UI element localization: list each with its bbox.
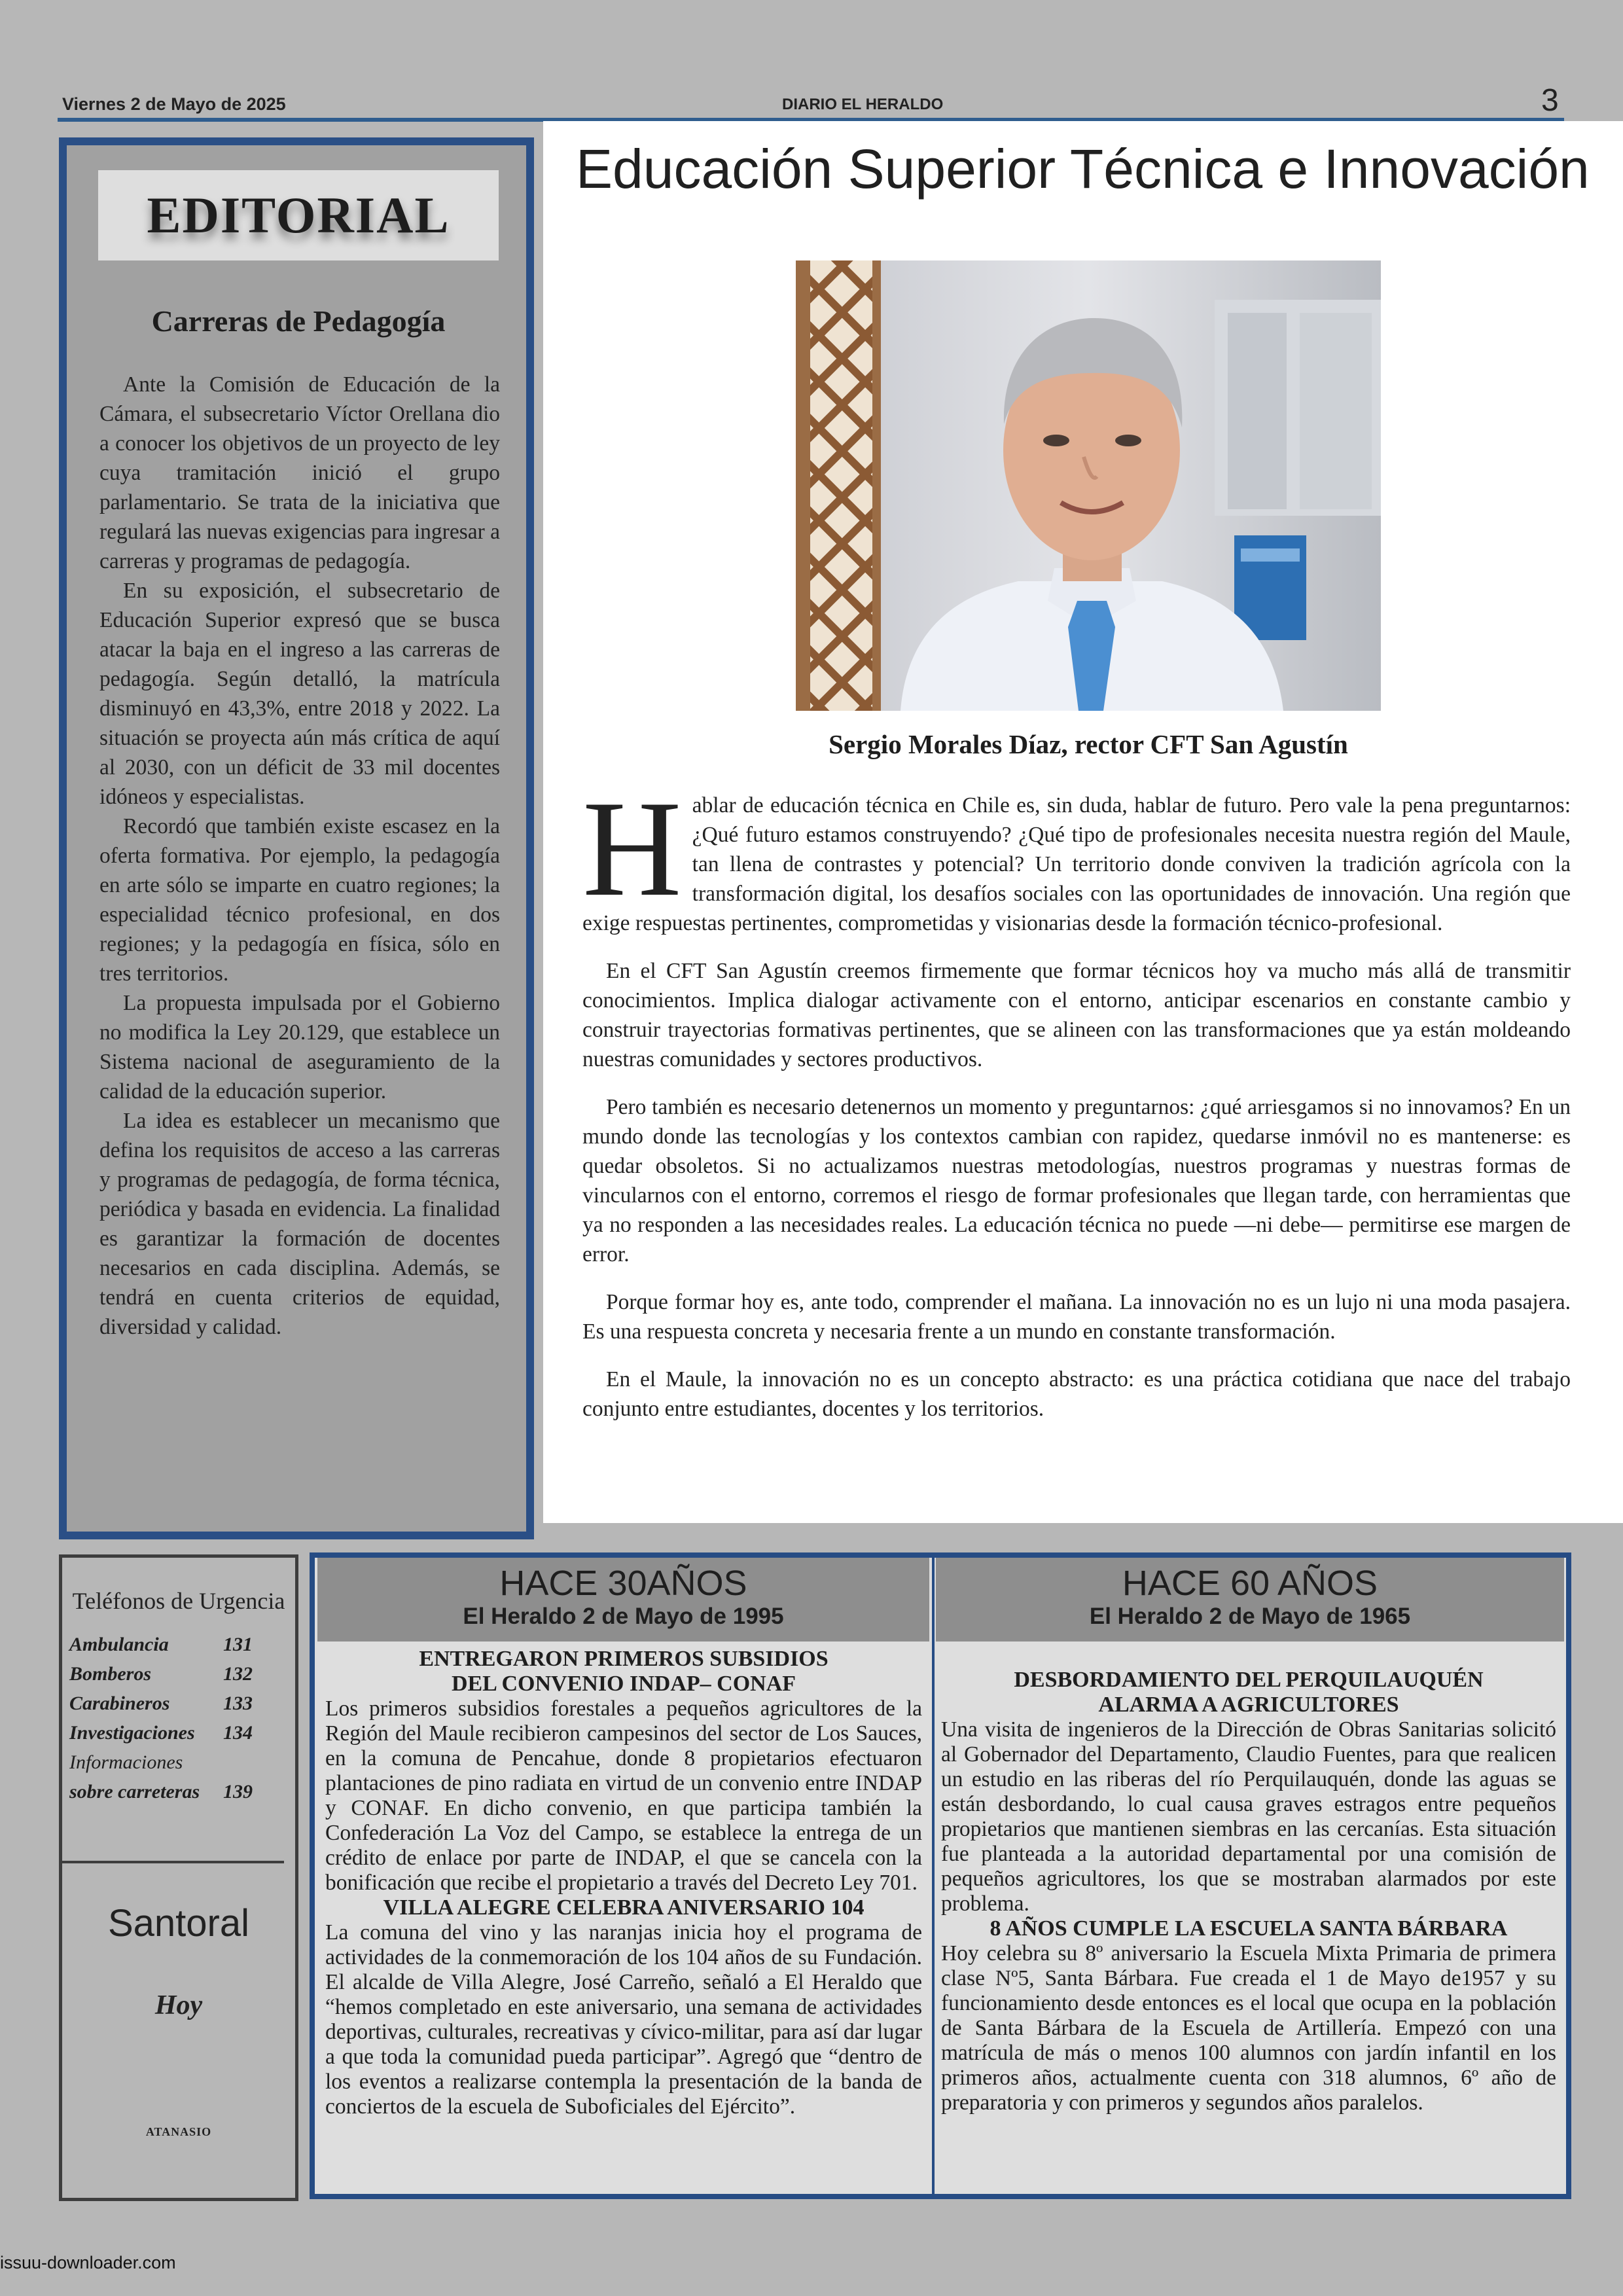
emergency-number: 132 xyxy=(223,1663,253,1685)
article-paragraph-text: ablar de educación técnica en Chile es, sin duda, hablar de futuro. Pero vale la pena preguntarnos: ¿Qué futuro estamos construyendo? ¿Qué tipo de profesionales necesita nuestra región del Maule, tan llena de contrastes y potencial? Un territorio donde conviven la tradición agrícola con la transformación digital, los desafíos sociales con las oportunidades de innovación. Una región que exige respuestas pertinentes, comprometidas y visionarias desde la formación técnico-profesional. xyxy=(582,793,1571,935)
santoral-title: Santoral xyxy=(107,1902,250,1945)
editorial-paragraph: La idea es establecer un mecanismo que defina los requisitos de acceso a las carreras y programas de pedagogía, de forma técnica, periódica y basada en evidencia. La finalidad es garantizar la formación de docentes necesarios en cada disciplina. Además, se tendrá en cuenta criterios de equidad, diversidad y calidad. xyxy=(99,1109,500,1339)
editorial-paragraph: Recordó que también existe escasez en la oferta formativa. Por ejemplo, la pedagogía en arte sólo se imparte en cuatro regiones; la especialidad técnico profesional, en dos regiones; y la pedagogía en física, sólo en tres territorios. xyxy=(99,814,500,986)
article-body xyxy=(582,773,1571,1442)
editorial-body xyxy=(99,370,500,1342)
emergency-item xyxy=(69,1689,279,1718)
emergency-name: sobre carreteras xyxy=(69,1781,200,1803)
editorial-paragraph: Ante la Comisión de Educación de la Cámara, el subsecretario Víctor Orellana dio a conocer los objetivos de un proyecto de ley cuya tramitación inició el grupo parlamentario. Se trata de la iniciativa que regulará las nuevas exigencias para ingresar a carreras y programas de pedagogía. xyxy=(99,372,500,573)
article-paragraph xyxy=(582,773,1571,938)
emergency-number: 134 xyxy=(223,1722,253,1744)
emergency-name: Carabineros xyxy=(69,1693,170,1714)
emergency-name: Informaciones xyxy=(69,1751,183,1773)
hace-60-title: HACE 60 AÑOS xyxy=(1122,1564,1378,1603)
article-headline: Educación Superior Técnica e Innovación xyxy=(576,138,1590,200)
story-title: ENTREGARON PRIMEROS SUBSIDIOS xyxy=(419,1647,829,1671)
emergency-number: 133 xyxy=(223,1693,253,1714)
rector-photo xyxy=(796,260,1381,711)
issue-date: Viernes 2 de Mayo de 2025 xyxy=(62,94,286,114)
editorial-paragraph: La propuesta impulsada por el Gobierno no modifica la Ley 20.129, que establece un Sistema nacional de aseguramiento de la calidad de la educación superior. xyxy=(99,991,500,1103)
article-paragraph: Pero también es necesario detenernos un momento y preguntarnos: ¿qué arriesgamos si no innovamos? En un mundo donde las tecnologías y los contextos cambian con rapidez, quedarse inmóvil no es mantenerse: es quedar obsoletos. Si no actualizamos nuestras metodologías, nuestros programas y nuestras formas de vincularnos con el entorno, corremos el riesgo de formar profesionales que llegan tarde, con herramientas que ya no responden a las necesidades reales. La educación técnica no puede —ni debe— permitirse ese margen de error. xyxy=(582,1095,1571,1266)
emergency-number: 131 xyxy=(223,1634,253,1655)
story-title: ALARMA A AGRICULTORES xyxy=(1098,1693,1399,1717)
editorial-title: Carreras de Pedagogía xyxy=(151,304,446,338)
emergency-name: Bomberos xyxy=(69,1663,152,1685)
editorial-label: EDITORIAL xyxy=(98,170,499,260)
santoral-subtitle: Hoy xyxy=(154,1990,203,2020)
photo-caption: Sergio Morales Díaz, rector CFT San Agustín xyxy=(829,729,1348,759)
page-number: 3 xyxy=(1541,83,1559,118)
emergency-item xyxy=(69,1748,279,1777)
emergency-title: Teléfonos de Urgencia xyxy=(72,1588,285,1614)
story-title: DEL CONVENIO INDAP– CONAF xyxy=(451,1672,796,1696)
article-paragraph: En el CFT San Agustín creemos firmemente que formar técnicos hoy va mucho más allá de transmitir conocimientos. Implica dialogar activamente con el entorno, anticipar escenarios en constante cambio y construir trayectorias formativas pertinentes, que se alineen con las transformaciones que ya están moldeando nuestras comunidades y sectores productivos. xyxy=(582,959,1571,1071)
hace-30-subtitle: El Heraldo 2 de Mayo de 1995 xyxy=(463,1604,784,1629)
emergency-number: 139 xyxy=(223,1781,253,1803)
story-body: Los primeros subsidios forestales a pequeños agricultores de la Región del Maule recibieron campesinos del sector de Los Sauces, en la comuna de Pencahue, donde 8 propietarios efectuaron plantaciones de pino radiata en virtud de un convenio entre INDAP y CONAF. En dicho convenio, en que participa también la Confederación La Voz del Campo, se establece la entrega de un crédito de enlace por parte de INDAP, el que se cancela con la bonificación que recibe el propietario a través del Decreto Ley 701. xyxy=(325,1696,922,1895)
newspaper-name: DIARIO EL HERALDO xyxy=(782,96,944,113)
panel-divider xyxy=(60,1861,284,1863)
story-title: 8 AÑOS CUMPLE LA ESCUELA SANTA BÁRBARA xyxy=(990,1916,1508,1941)
emergency-item xyxy=(69,1718,279,1748)
story-body: La comuna del vino y las naranjas inicia hoy el programa de actividades de la conmemoración de los 104 años de su Fundación. El alcalde de Villa Alegre, José Carreño, señaló a El Heraldo que “hemos completado en este aniversario, una semana de actividades deportivas, culturales, recreativas y cívico-militar, para así dar lugar a que toda la comunidad pueda participar”. Agregó que “dentro de los eventos a realizarse contempla la presentación de la banda de conciertos de la escuela de Suboficiales del Ejército”. xyxy=(325,1920,922,2119)
emergency-name: Ambulancia xyxy=(69,1634,169,1655)
emergency-item xyxy=(69,1659,279,1689)
article-paragraph: En el Maule, la innovación no es un concepto abstracto: es una práctica cotidiana que nace del trabajo conjunto entre estudiantes, docentes y los territorios. xyxy=(582,1367,1571,1421)
column-divider xyxy=(932,1556,935,2195)
hace-60-subtitle: El Heraldo 2 de Mayo de 1965 xyxy=(1089,1604,1411,1629)
hace-30-title: HACE 30AÑOS xyxy=(499,1564,747,1603)
editorial-paragraph: En su exposición, el subsecretario de Educación Superior expresó que se busca atacar la baja en el ingreso a las carreras de pedagogía. Según detalló, la matrícula disminuyó en 43,3%, entre 2018 y 2022. La situación se proyecta aún más crítica de aquí al 2030, con un déficit de 33 mil docentes idóneos y especialistas. xyxy=(99,579,500,809)
hace-30-column xyxy=(325,1647,922,2119)
story-title: VILLA ALEGRE CELEBRA ANIVERSARIO 104 xyxy=(383,1895,865,1920)
santoral-name: ATANASIO xyxy=(145,2125,212,2138)
drop-cap: H xyxy=(582,773,682,925)
emergency-name: Investigaciones xyxy=(69,1722,195,1744)
emergency-item xyxy=(69,1630,279,1659)
hace-60-header xyxy=(936,1558,1564,1641)
hace-30-header xyxy=(317,1558,929,1641)
emergency-list xyxy=(69,1630,279,1806)
story-body: Una visita de ingenieros de la Dirección de Obras Sanitarias solicitó al Gobernador del Departamento, Claudio Fuentes, para que realicen un estudio en las riberas del río Perquilauquén, donde las aguas se están desbordando, lo cual causa graves estragos entre pequeños propietarios que mantienen siembras en las cercanías. Esta situación fue planteada a la autoridad departamental por una comisión de pequeños agricultores, los que se mostraban alarmados por este problema. xyxy=(941,1717,1556,1916)
emergency-item xyxy=(69,1777,279,1806)
story-body: Hoy celebra su 8º aniversario la Escuela Mixta Primaria de primera clase Nº5, Santa Bárbara. Fue creada el 1 de Mayo de1957 y su funcionamiento desde entonces es el local que ocupa en la población de Santa Bárbara de la Escuela de Artillería. Empezó con una matrícula de más o menos 100 alumnos con jardín infantil en los primeros años, actualmente cuenta con 318 alumnos, 6º año de preparatoria y con primeros y segundos años paralelos. xyxy=(941,1941,1556,2115)
hace-60-column xyxy=(941,1668,1556,2115)
watermark: issuu-downloader.com xyxy=(0,2253,176,2272)
story-title: DESBORDAMIENTO DEL PERQUILAUQUÉN xyxy=(1014,1668,1484,1692)
article-paragraph: Porque formar hoy es, ante todo, comprender el mañana. La innovación no es un lujo ni una moda pasajera. Es una respuesta concreta y necesaria frente a un mundo en constante transformación. xyxy=(582,1290,1571,1344)
